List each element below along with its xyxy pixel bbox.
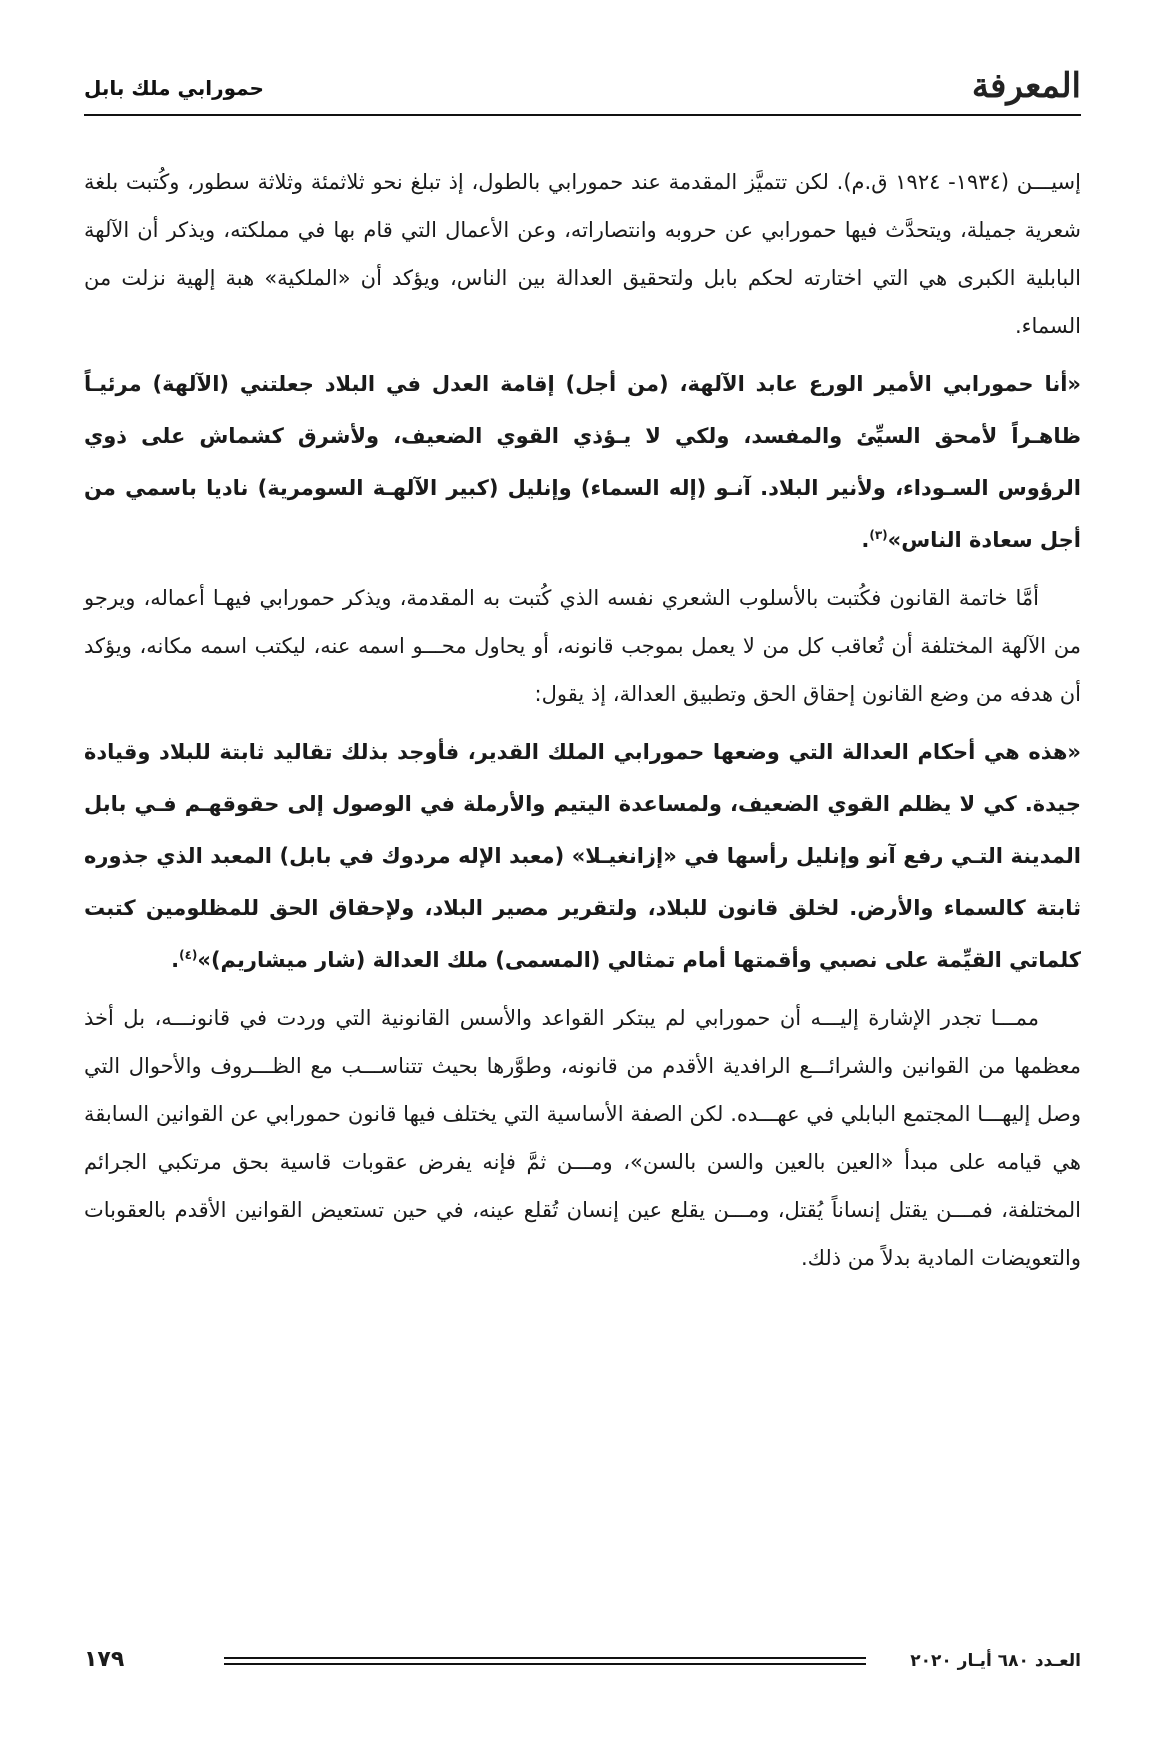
paragraph-text: أمَّا خاتمة القانون فكُتبت بالأسلوب الشعري نفسه الذي كُتبت به المقدمة، ويذكر حمورابي فيهـا أعماله، ويرجو من الآلهة المختلفة أن تُعاقب كل من لا يعمل بموجب قانونه، أو يحاول محـــو اسمه عنه، ليكتب اسمه مكانه، ويؤكد أن هدفه من وضع القانون إحقاق الحق وتطبيق العدالة، إذ يقول: [84, 586, 1081, 706]
header-rule [84, 114, 1081, 116]
article-body [84, 158, 1081, 1290]
page-footer [84, 1645, 1081, 1685]
quote-text: «هذه هي أحكام العدالة التي وضعها حمورابي الملك القدير، فأوجد بذلك تقاليد ثابتة للبلاد وقيادة جيدة. كي لا يظلم القوي الضعيف، ولمساعدة اليتيم والأرملة في الوصول إلى حقوقهـم فـي بابل المدينة التـي رفع آنو وإنليل رأسها في «إزانغيـلا» (معبد الإله مردوك في بابل) المعبد الذي جذوره ثابتة كالسماء والأرض. لخلق قانون للبلاد، ولتقرير مصير البلاد، ولإحقاق الحق للمظلومين كتبت كلماتي القيِّمة على نصبي وأقمتها أمام تمثالي (المسمى) ملك العدالة (شار ميشاريم)» [84, 740, 1081, 972]
paragraph-text: ممـــا تجدر الإشارة إليـــه أن حمورابي لم يبتكر القواعد والأسس القانونية التي وردت في قانونـــه، بل أخذ معظمها من القوانين والشرائـــع الرافدية الأقدم من قانونه، وطوَّرها بحيث تتناســـب مع الظـــروف والأحوال التي وصل إليهـــا المجتمع البابلي في عهـــده. لكن الصفة الأساسية التي يختلف فيها قانون حمورابي عن القوانين السابقة هي قيامه على مبدأ «العين بالعين والسن بالسن»، ومـــن ثمَّ فإنه يفرض عقوبات قاسية بحق مرتكبي الجرائم المختلفة، فمـــن يقتل إنساناً يُقتل، ومـــن يقلع عين إنسان تُقلع عينه، في حين تستعيض القوانين الأقدم بالعقوبات والتعويضات المادية بدلاً من ذلك. [84, 1006, 1081, 1270]
paragraph-epilogue [84, 574, 1081, 718]
footnote-ref-4[interactable]: (٤) [179, 948, 198, 962]
quote-prologue [84, 358, 1081, 566]
quote-tail: . [171, 948, 180, 972]
running-title: حمورابي ملك بابل [84, 76, 264, 100]
journal-logo: المعرفة [971, 66, 1081, 106]
paragraph-conclusion [84, 994, 1081, 1282]
footer-rule [224, 1657, 866, 1665]
page-header [84, 60, 1081, 116]
quote-epilogue [84, 726, 1081, 986]
paragraph-text: إسيـــن (١٩٣٤- ١٩٢٤ ق.م). لكن تتميَّز المقدمة عند حمورابي بالطول، إذ تبلغ نحو ثلاثمئة وثلاثة سطور، وكُتبت بلغة شعرية جميلة، ويتحدَّث فيها حمورابي عن حروبه وانتصاراته، وعن الأعمال التي قام بها في مملكته، ويذكر أن الآلهة البابلية الكبرى هي التي اختارته لحكم بابل ولتحقيق العدالة بين الناس، ويؤكد أن «الملكية» هبة إلهية نزلت من السماء. [84, 170, 1081, 338]
quote-tail: . [861, 528, 870, 552]
footnote-ref-3[interactable]: (٣) [869, 528, 888, 542]
quote-text: «أنا حمورابي الأمير الورع عابد الآلهة، (من أجل) إقامة العدل في البلاد جعلتني (الآلهة) مرئيـاً ظاهـراً لأمحق السيِّئ والمفسد، ولكي لا يـؤذي القوي الضعيف، ولأشرق كشماش على ذوي الرؤوس السـوداء، ولأنير البلاد. آنـو (إله السماء) وإنليل (كبير الآلهـة السومرية) ناديا باسمي من أجل سعادة الناس» [84, 372, 1081, 552]
issue-info: العـدد ٦٨٠ أيـار ٢٠٢٠ [910, 1651, 1081, 1671]
paragraph-intro [84, 158, 1081, 350]
page-number: ١٧٩ [84, 1647, 125, 1672]
